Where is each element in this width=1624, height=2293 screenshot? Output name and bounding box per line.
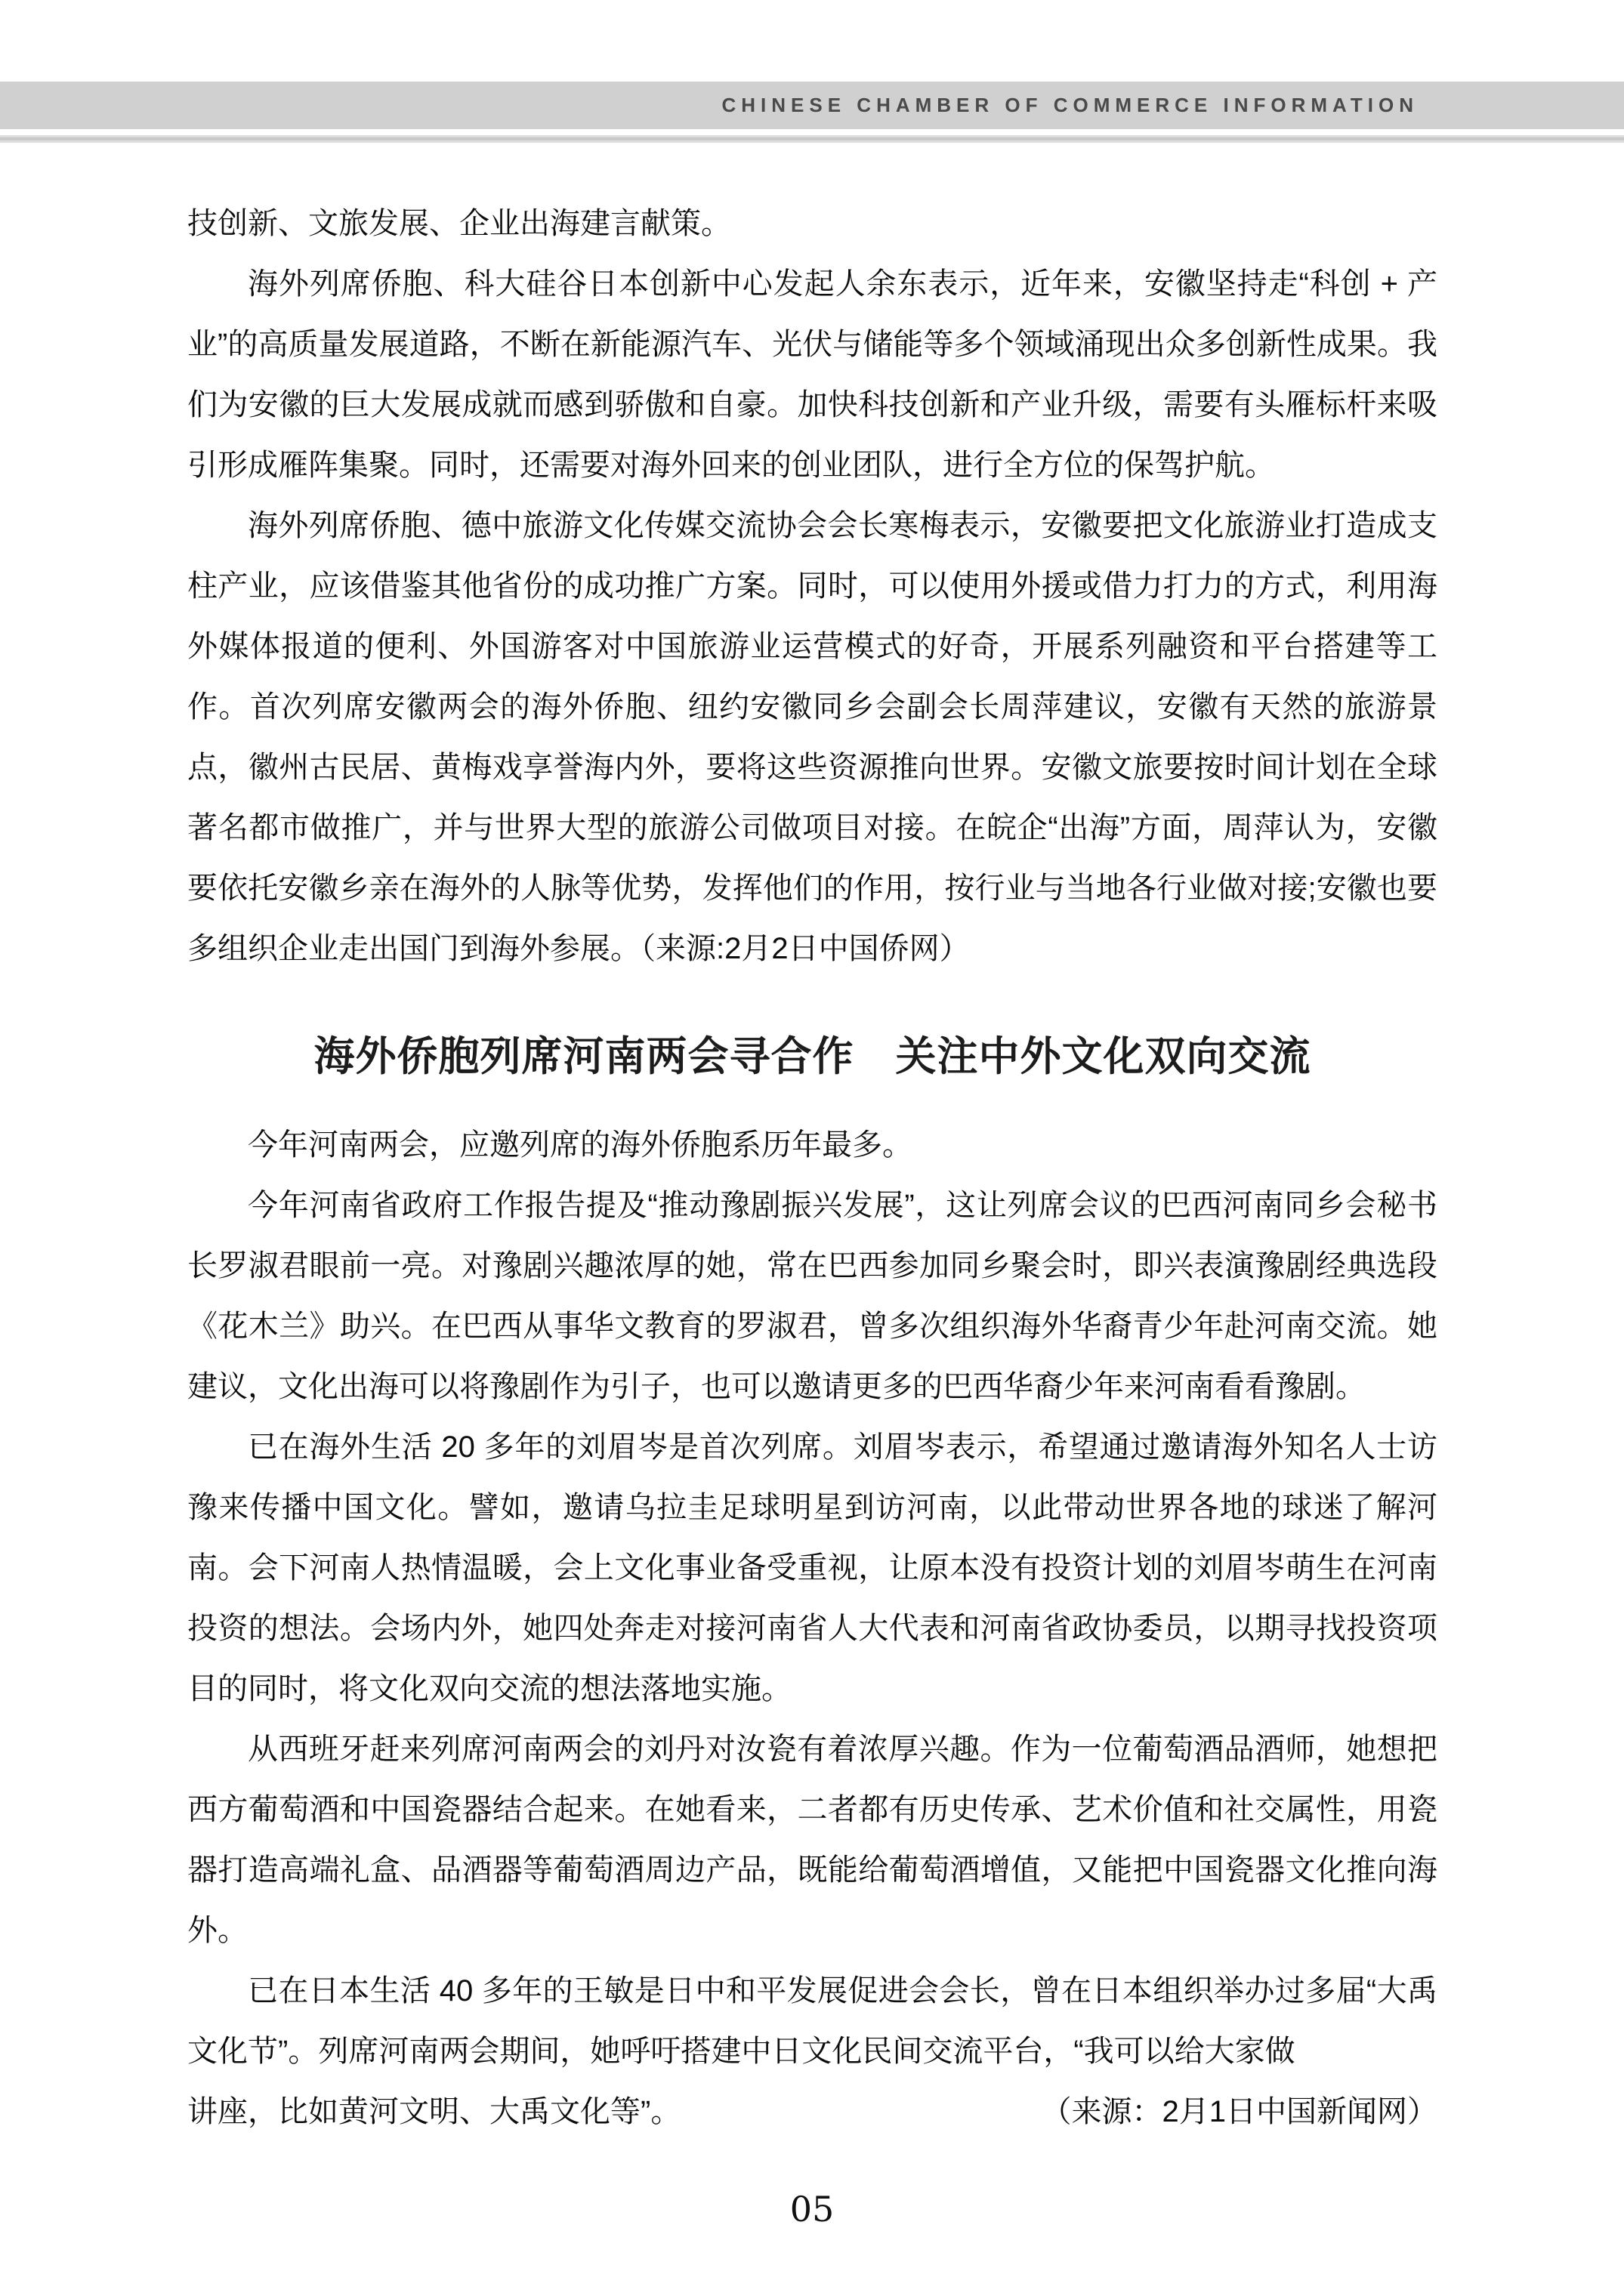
henan-article-paragraph-intro: 今年河南两会，应邀列席的海外侨胞系历年最多。: [248, 1128, 912, 1162]
henan-article-paragraph-liudan: 从西班牙赶来列席河南两会的刘丹对汝瓷有着浓厚兴趣。作为一位葡萄酒品酒师，她想把西方葡萄酒和中国瓷器结合起来。在她看来，二者都有历史传承、艺术价值和社交属性，用瓷器打造高端礼盒、品酒器等葡萄酒周边产品，既能给葡萄酒增值，又能把中国瓷器文化推向海外。: [187, 1733, 1437, 1947]
header-banner: [0, 82, 1624, 129]
header-divider-rule: [0, 135, 1624, 143]
anhui-article-paragraph-hanmei-zhouping: 海外列席侨胞、德中旅游文化传媒交流协会会长寒梅表示，安徽要把文化旅游业打造成支柱产业，应该借鉴其他省份的成功推广方案。同时，可以使用外援或借力打力的方式，利用海外媒体报道的便利、外国游客对中国旅游业运营模式的好奇，开展系列融资和平台搭建等工作。首次列席安徽两会的海外侨胞、纽约安徽同乡会副会长周萍建议，安徽有天然的旅游景点，徽州古民居、黄梅戏享誉海内外，要将这些资源推向世界。安徽文旅要按时间计划在全球著名都市做推广，并与世界大型的旅游公司做项目对接。在皖企“出海”方面，周萍认为，安徽要依托安徽乡亲在海外的人脉等优势，发挥他们的作用，按行业与当地各行业做对接;安徽也要多组织企业走出国门到海外参展。（来源:2月2日中国侨网）: [187, 509, 1437, 965]
henan-article-last-line: 讲座，比如黄河文明、大禹文化等”。: [187, 2095, 681, 2128]
henan-article-title: 海外侨胞列席河南两会寻合作 关注中外文化双向交流: [313, 1034, 1311, 1079]
anhui-article-paragraph-yudong: 海外列席侨胞、科大硅谷日本创新中心发起人余东表示，近年来，安徽坚持走“科创 + 产业”的高质量发展道路，不断在新能源汽车、光伏与储能等多个领域涌现出众多创新性成果。我们为安徽的巨大发展成就而感到骄傲和自豪。加快科技创新和产业升级，需要有头雁标杆来吸引形成雁阵集聚。同时，还需要对海外回来的创业团队，进行全方位的保驾护航。: [187, 267, 1437, 482]
anhui-article-continuation-paragraph: 技创新、文旅发展、企业出海建言献策。: [187, 207, 731, 240]
henan-article-paragraph-wangmin: 已在日本生活 40 多年的王敏是日中和平发展促进会会长，曾在日本组织举办过多届“大禹文化节”。列席河南两会期间，她呼吁搭建中日文化民间交流平台，“我可以给大家做: [187, 1974, 1437, 2068]
page-number: 05: [789, 2189, 835, 2230]
henan-article-paragraph-luoshujun: 今年河南省政府工作报告提及“推动豫剧振兴发展”，这让列席会议的巴西河南同乡会秘书长罗淑君眼前一亮。对豫剧兴趣浓厚的她，常在巴西参加同乡聚会时，即兴表演豫剧经典选段《花木兰》助兴。在巴西从事华文教育的罗淑君，曾多次组织海外华裔青少年赴河南交流。她建议，文化出海可以将豫剧作为引子，也可以邀请更多的巴西华裔少年来河南看看豫剧。: [187, 1189, 1437, 1403]
henan-article-source-citation: （来源：2月1日中国新闻网）: [1041, 2095, 1437, 2128]
page-content: [187, 193, 1437, 2142]
henan-article-last-line-row: [187, 2082, 1437, 2142]
header-banner-title: CHINESE CHAMBER OF COMMERCE INFORMATION: [721, 94, 1419, 116]
henan-article-paragraph-liumeicen: 已在海外生活 20 多年的刘眉岑是首次列席。刘眉岑表示，希望通过邀请海外知名人士访豫来传播中国文化。譬如，邀请乌拉圭足球明星到访河南，以此带动世界各地的球迷了解河南。会下河南人热情温暖，会上文化事业备受重视，让原本没有投资计划的刘眉岑萌生在河南投资的想法。会场内外，她四处奔走对接河南省人大代表和河南省政协委员，以期寻找投资项目的同时，将文化双向交流的想法落地实施。: [187, 1430, 1437, 1705]
